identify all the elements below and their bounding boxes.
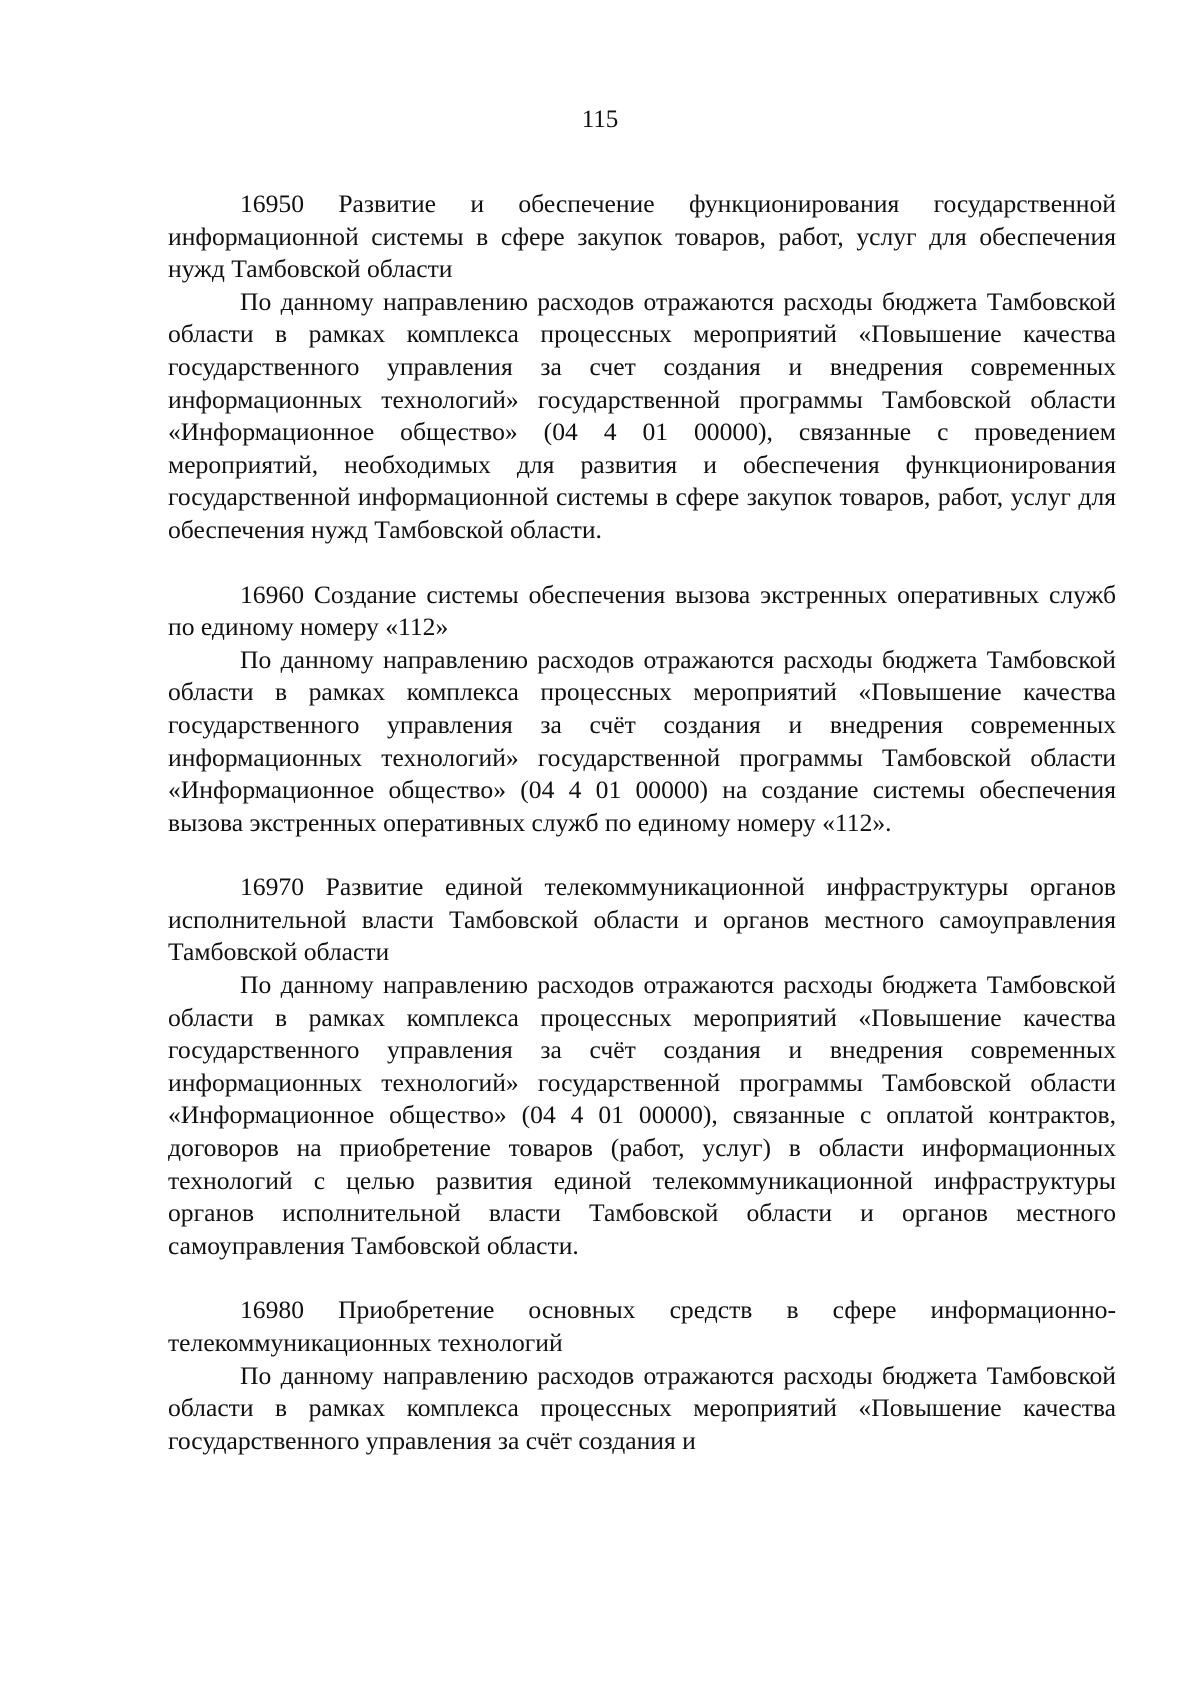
heading-code: 16950 xyxy=(240,189,304,218)
heading-text: Создание системы обеспечения вызова экстренных оперативных служб по единому номеру «112» xyxy=(168,579,1116,642)
heading-code: 16960 xyxy=(240,579,304,609)
document-body xyxy=(168,188,1116,1489)
section-16970 xyxy=(168,871,1116,1262)
heading-text: Развитие единой телекоммуникационной инфраструктуры органов исполнительной власти Тамбовской области и органов местного самоуправления Тамбовской области xyxy=(168,872,1116,967)
section-16980 xyxy=(168,1294,1116,1457)
section-body: По данному направлению расходов отражаются расходы бюджета Тамбовской области в рамках комплекса процессных мероприятий «Повышение качества государственного управления за счет создания и внедрения современных информационных технологий» государственной программы Тамбовской области «Информационное общество» (04 4 01 00000), связанные с проведением мероприятий, необходимых для развития и обеспечения функционирования государственной информационной системы в сфере закупок товаров, работ, услуг для обеспечения нужд Тамбовской области. xyxy=(168,286,1116,544)
heading-text: Приобретение основных средств в сфере информационно-телекоммуникационных технологий xyxy=(168,1295,1116,1357)
section-heading xyxy=(168,579,1116,644)
heading-code: 16980 xyxy=(240,1295,304,1325)
section-heading xyxy=(168,1294,1116,1359)
section-body: По данному направлению расходов отражаются расходы бюджета Тамбовской области в рамках комплекса процессных мероприятий «Повышение качества государственного управления за счёт создания и внедрения современных информационных технологий» государственной программы Тамбовской области «Информационное общество» (04 4 01 00000), связанные с оплатой контрактов, договоров на приобретение товаров (работ, услуг) в области информационных технологий с целью развития единой телекоммуникационной инфраструктуры органов исполнительной власти Тамбовской области и органов местного самоуправления Тамбовской области. xyxy=(168,970,1116,1260)
section-body: По данному направлению расходов отражаются расходы бюджета Тамбовской области в рамках комплекса процессных мероприятий «Повышение качества государственного управления за счёт создания и внедрения современных информационных технологий» государственной программы Тамбовской области «Информационное общество» (04 4 01 00000) на создание системы обеспечения вызова экстренных оперативных служб по единому номеру «112». xyxy=(168,644,1116,837)
heading-text: Развитие и обеспечение функционирования государственной информационной системы в сфере закупок товаров, работ, услуг для обеспечения нужд Тамбовской области xyxy=(168,189,1116,284)
section-heading xyxy=(168,188,1116,286)
section-16950 xyxy=(168,188,1116,547)
section-heading xyxy=(168,871,1116,969)
section-16960 xyxy=(168,579,1116,840)
heading-code: 16970 xyxy=(240,872,304,902)
page-number: 115 xyxy=(581,106,619,133)
section-body: По данному направлению расходов отражаются расходы бюджета Тамбовской области в рамках комплекса процессных мероприятий «Повышение качества государственного управления за счёт создания и xyxy=(168,1360,1116,1455)
